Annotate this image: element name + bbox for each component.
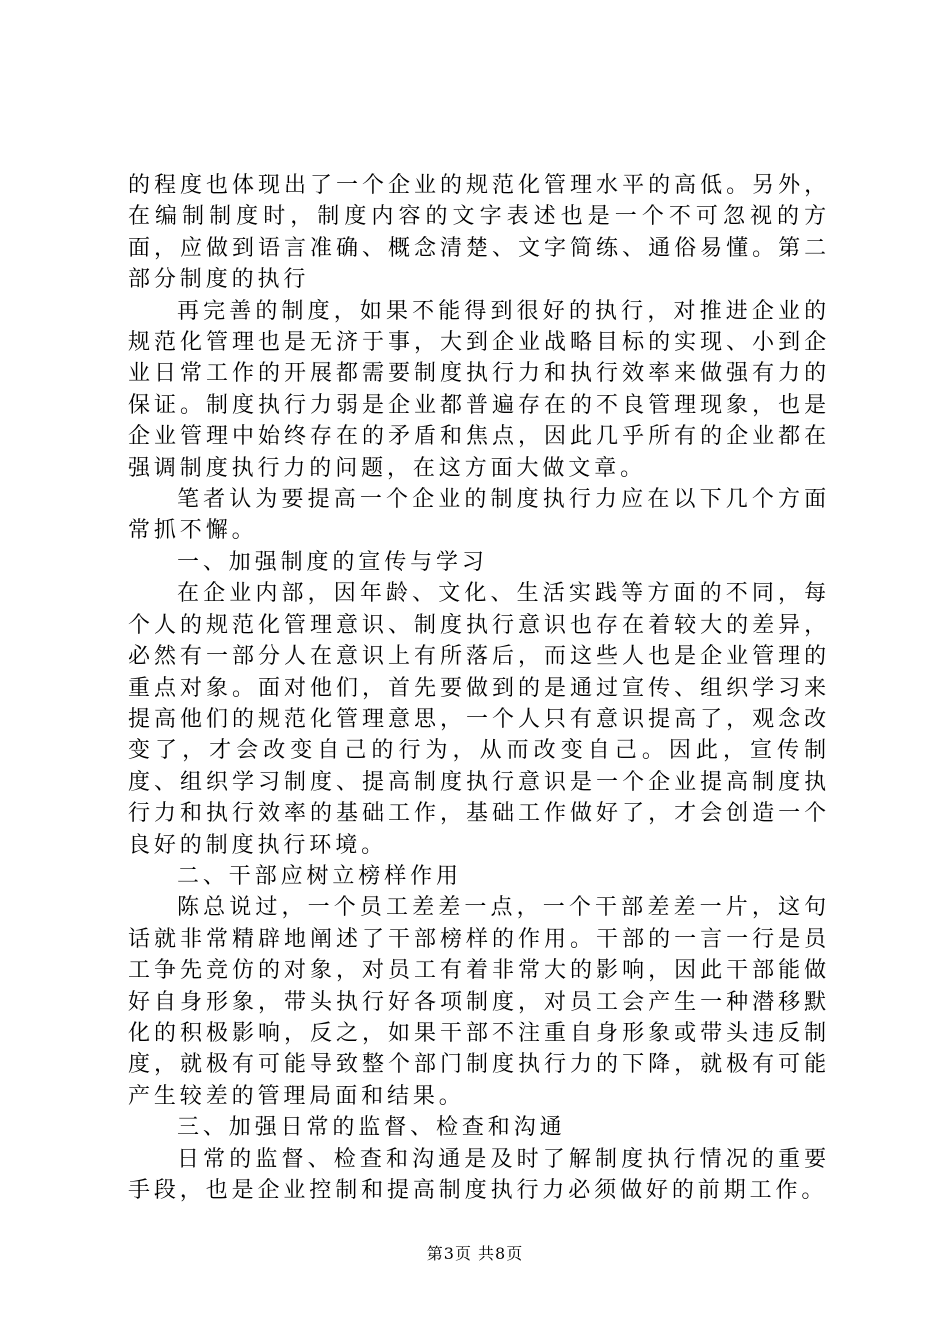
paragraph: 陈总说过，一个员工差差一点，一个干部差差一片，这句话就非常精辟地阐述了干部榜样的作用。干部的一言一行是员工争先竞仿的对象，对员工有着非常大的影响，因此干部能做好自身形象，带头执行好各项制度，对员工会产生一种潜移默化的积极影响，反之，如果干部不注重自身形象或带头违反制度，就极有可能导致整个部门制度执行力的下降，就极有可能产生较差的管理局面和结果。 xyxy=(128,895,830,1109)
section-heading: 一、加强制度的宣传与学习 xyxy=(177,549,488,575)
paragraph: 日常的监督、检查和沟通是及时了解制度执行情况的重要手段，也是企业控制和提高制度执行力必须做好的前期工作。 xyxy=(128,1146,830,1203)
paragraph: 的程度也体现出了一个企业的规范化管理水平的高低。另外，在编制制度时，制度内容的文字表述也是一个不可忽视的方面，应做到语言准确、概念清楚、文字简练、通俗易懂。第二部分制度的执行 xyxy=(128,173,830,293)
paragraph: 在企业内部，因年龄、文化、生活实践等方面的不同，每个人的规范化管理意识、制度执行意识也存在着较大的差异，必然有一部分人在意识上有所落后，而这些人也是企业管理的重点对象。面对他们，首先要做到的是通过宣传、组织学习来提高他们的规范化管理意思，一个人只有意识提高了，观念改变了，才会改变自己的行为，从而改变自己。因此，宣传制度、组织学习制度、提高制度执行意识是一个企业提高制度执行力和执行效率的基础工作，基础工作做好了，才会创造一个良好的制度执行环境。 xyxy=(128,581,830,858)
section-heading: 二、干部应树立榜样作用 xyxy=(177,863,462,889)
document-body xyxy=(128,170,830,1206)
paragraph: 再完善的制度，如果不能得到很好的执行，对推进企业的规范化管理也是无济于事，大到企业战略目标的实现、小到企业日常工作的开展都需要制度执行力和执行效率来做强有力的保证。制度执行力弱是企业都普遍存在的不良管理现象，也是企业管理中始终存在的矛盾和焦点，因此几乎所有的企业都在强调制度执行力的问题，在这方面大做文章。 xyxy=(128,298,830,481)
section-heading: 三、加强日常的监督、检查和沟通 xyxy=(177,1115,566,1141)
paragraph: 笔者认为要提高一个企业的制度执行力应在以下几个方面常抓不懈。 xyxy=(128,487,830,544)
page-footer: 第3页 共8页 xyxy=(426,1244,524,1263)
